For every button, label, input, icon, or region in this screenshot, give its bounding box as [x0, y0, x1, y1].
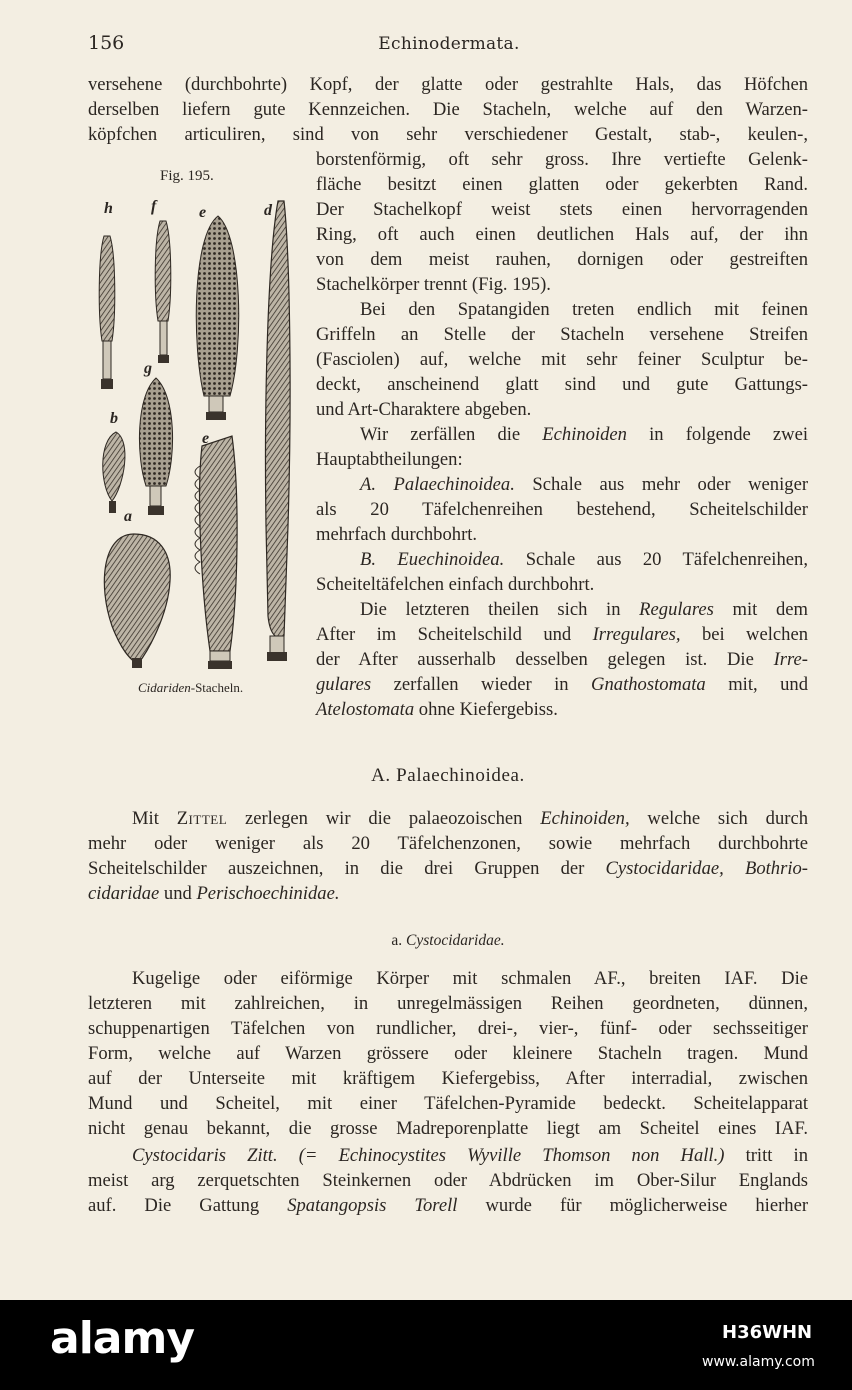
figure-letter-e2: e [202, 430, 210, 447]
text-line: und Art-Charaktere abgeben. [316, 399, 532, 420]
text-line: meist arg zerquetschten Steinkernen oder Abdrücken im Ober-Silur Englands [88, 1170, 808, 1191]
text-line: köpfchen articuliren, sind von sehr verschiedener Gestalt, stab-, keulen-, [88, 124, 808, 145]
page-number: 156 [88, 32, 125, 54]
spine-e2 [195, 436, 237, 669]
text-line: auf der Unterseite mit kräftigem Kiefergebiss, After interradial, zwischen [88, 1068, 808, 1089]
figure-letter-g: g [144, 360, 152, 377]
figure-letter-d: d [264, 202, 272, 219]
figure-letter-a: a [124, 508, 132, 525]
text-line: Scheitelschilder auszeichnen, in die drei Gruppen der Cystocidaridae, Bothrio- [88, 858, 808, 879]
text-line: Wir zerfällen die Echinoiden in folgende zwei [360, 424, 808, 445]
text-line: Der Stachelkopf weist stets einen hervorragenden [316, 199, 808, 220]
text-line: Mund und Scheitel, mit einer Täfelchen-Pyramide bedeckt. Scheitelapparat [88, 1093, 808, 1114]
figure-letter-f: f [151, 198, 157, 215]
text-line: nicht genau bekannt, die grosse Madreporenplatte liegt am Scheitel eines IAF. [88, 1118, 808, 1139]
running-title: Echinodermata. [378, 34, 520, 54]
figure-label: Fig. 195. [160, 168, 214, 184]
text-line: Griffeln an Stelle der Stacheln versehene Streifen [316, 324, 808, 345]
watermark-logo: alamy [50, 1313, 194, 1364]
text-line: von dem meist rauhen, dornigen oder gestreiften [316, 249, 808, 270]
text-line: Mit Zittel zerlegen wir die palaeozoischen Echinoiden, welche sich durch [132, 808, 809, 829]
section-heading: A. Palaechinoidea. [371, 765, 525, 786]
text-line: Scheiteltäfelchen einfach durchbohrt. [316, 574, 595, 595]
text-line: der After ausserhalb desselben gelegen ist. Die Irre- [316, 649, 808, 670]
cidarid-spines-illustration [92, 196, 302, 674]
spine-b [103, 432, 125, 513]
text-line: mehrfach durchbohrt. [316, 524, 478, 545]
text-line: B. Euechinoidea. Schale aus 20 Täfelchenreihen, [360, 549, 808, 570]
figure-letter-b: b [110, 410, 118, 427]
text-line: cidaridae und Perischoechinidae. [88, 883, 340, 904]
spine-f [155, 221, 171, 363]
spine-a [104, 534, 170, 668]
text-line: Form, welche auf Warzen grössere oder kleinere Stacheln tragen. Mund [88, 1043, 808, 1064]
page-header [88, 32, 810, 58]
text-line: Bei den Spatangiden treten endlich mit feinen [360, 299, 808, 320]
text-line: Kugelige oder eiförmige Körper mit schmalen AF., breiten IAF. Die [132, 968, 808, 989]
spine-e [196, 216, 238, 420]
watermark-url: www.alamy.com [702, 1354, 815, 1370]
text-line: auf. Die Gattung Spatangopsis Torell wurde für möglicherweise hierher [88, 1195, 809, 1216]
text-line: deckt, anscheinend glatt sind und gute Gattungs- [316, 374, 808, 395]
text-line: Cystocidaris Zitt. (= Echinocystites Wyville Thomson non Hall.) tritt in [132, 1145, 808, 1166]
watermark-image-id: H36WHN [722, 1322, 813, 1343]
spine-g [139, 378, 172, 515]
figure-letter-e: e [199, 204, 207, 221]
figure-letter-h: h [104, 200, 113, 217]
text-line: Ring, oft auch einen deutlichen Hals auf, der ihn [316, 224, 808, 245]
spine-h [99, 236, 115, 389]
text-line: Hauptabtheilungen: [316, 449, 463, 470]
text-line: (Fasciolen) auf, welche mit sehr feiner Sculptur be- [316, 349, 808, 370]
text-line: versehene (durchbohrte) Kopf, der glatte oder gestrahlte Hals, das Höfchen [88, 74, 808, 95]
text-line: borstenförmig, oft sehr gross. Ihre vertiefte Gelenk- [316, 149, 808, 170]
text-line: A. Palaechinoidea. Schale aus mehr oder weniger [360, 474, 809, 495]
text-line: Die letzteren theilen sich in Regulares mit dem [360, 599, 808, 620]
text-line: derselben liefern gute Kennzeichen. Die Stacheln, welche auf den Warzen- [88, 99, 808, 120]
text-line: fläche besitzt einen glatten oder gekerbten Rand. [316, 174, 808, 195]
text-line: Stachelkörper trennt (Fig. 195). [316, 274, 551, 295]
text-line: Atelostomata ohne Kiefergebiss. [316, 699, 558, 720]
figure-caption: Cidariden-Stacheln. [138, 680, 244, 695]
text-line: schuppenartigen Täfelchen von rundlicher, drei-, vier-, fünf- oder sechsseitiger [88, 1018, 808, 1039]
spine-d [266, 201, 291, 661]
text-line: gulares zerfallen wieder in Gnathostomata mit, und [316, 674, 808, 695]
text-line: mehr oder weniger als 20 Täfelchenzonen, sowie mehrfach durchbohrte [88, 833, 808, 854]
text-line: als 20 Täfelchenreihen bestehend, Scheitelschilder [316, 499, 808, 520]
text-line: After im Scheitelschild und Irregulares, bei welchen [316, 624, 808, 645]
text-line: letzteren mit zahlreichen, in unregelmässigen Reihen geordneten, dünnen, [88, 993, 808, 1014]
subsection-heading: a. Cystocidaridae. [391, 932, 505, 949]
